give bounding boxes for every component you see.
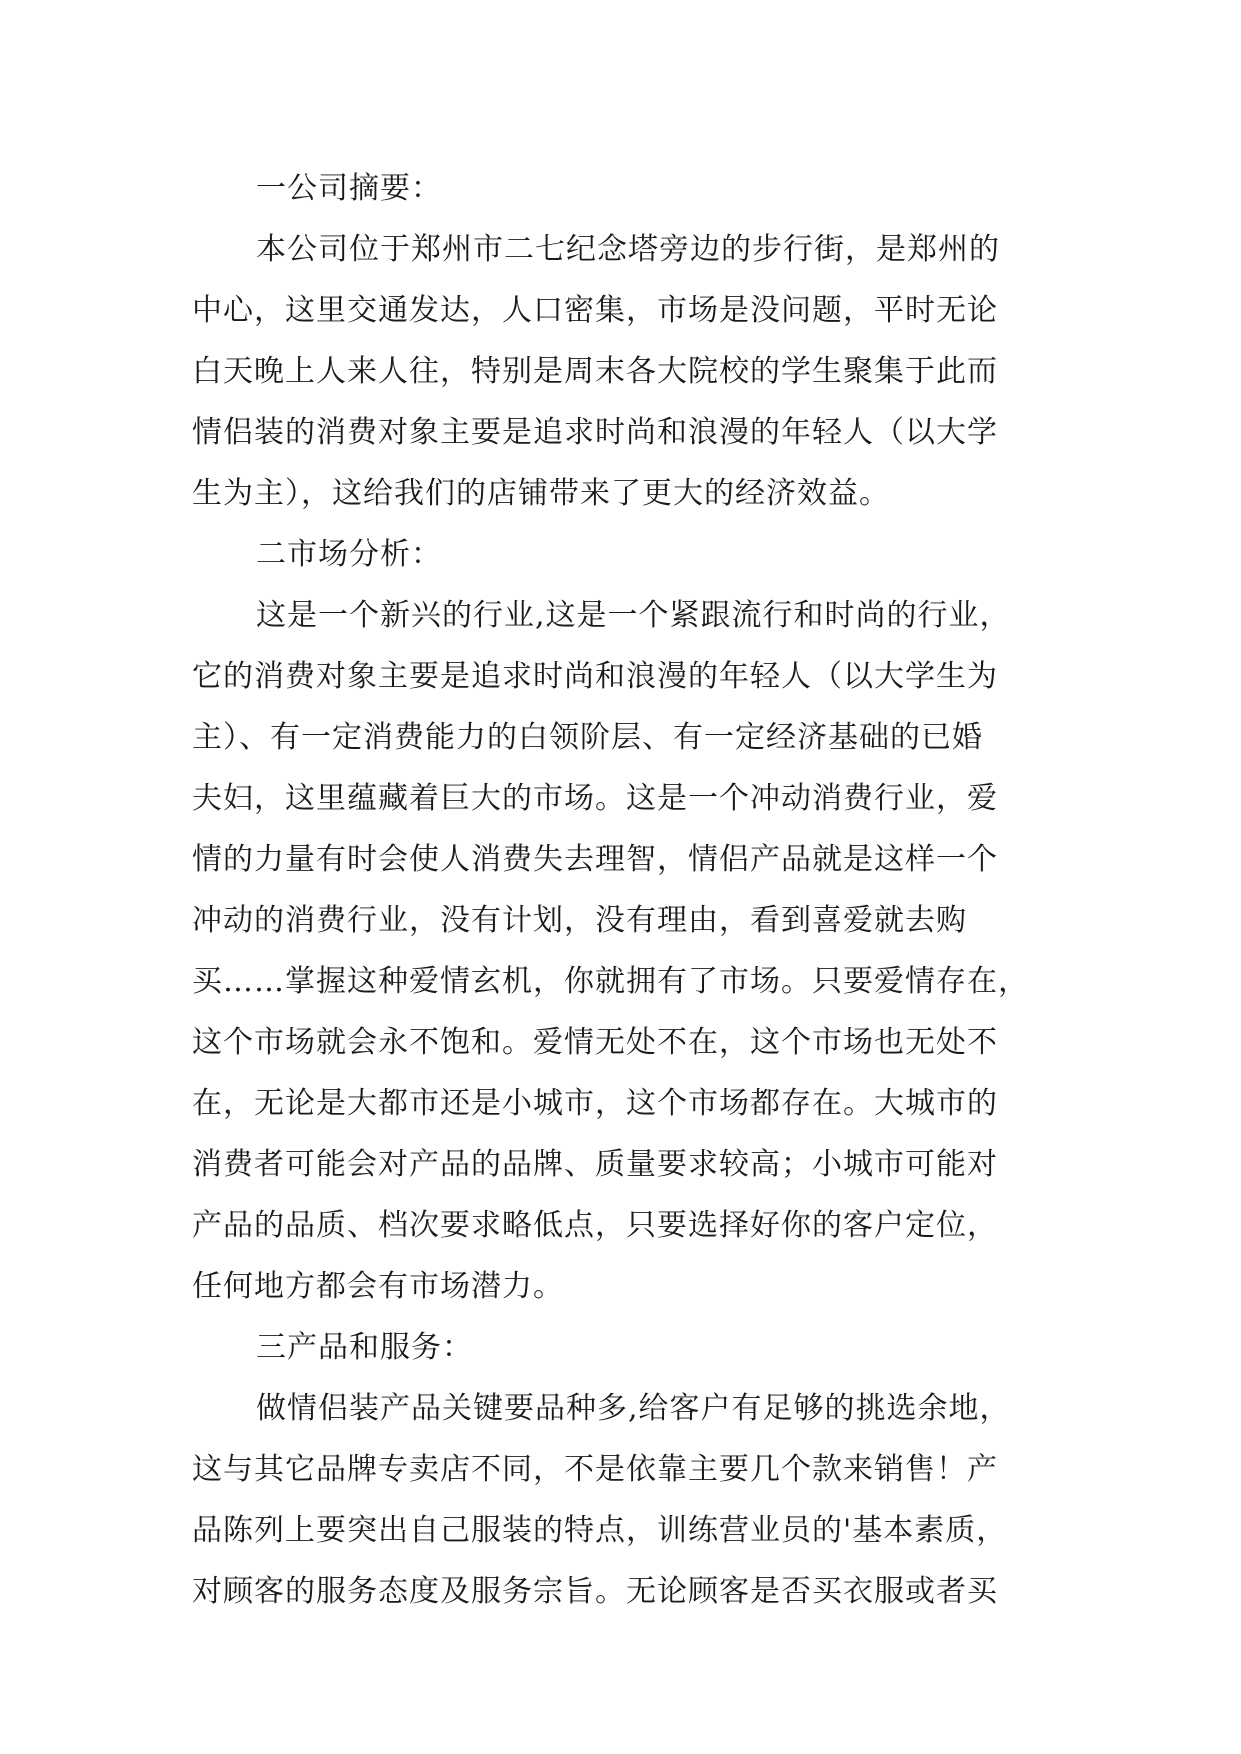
text-line: 做情侣装产品关键要品种多,给客户有足够的挑选余地， xyxy=(256,1391,1011,1426)
text-line: 情侣装的消费对象主要是追求时尚和浪漫的年轻人（以大学 xyxy=(192,415,998,450)
text-line: 它的消费对象主要是追求时尚和浪漫的年轻人（以大学生为 xyxy=(192,659,998,694)
section-heading-market-analysis: 二市场分析： xyxy=(256,537,442,572)
text-line: 主）、有一定消费能力的白领阶层、有一定经济基础的已婚 xyxy=(192,720,983,755)
text-line: 产品的品质、档次要求略低点，只要选择好你的客户定位， xyxy=(192,1208,998,1243)
text-line: 这个市场就会永不饱和。爱情无处不在，这个市场也无处不 xyxy=(192,1025,998,1060)
text-line: 白天晚上人来人往，特别是周末各大院校的学生聚集于此而 xyxy=(192,354,998,389)
document-body xyxy=(192,158,1052,1622)
paragraph-market-analysis xyxy=(192,585,1052,1317)
text-line: 这是一个新兴的行业,这是一个紧跟流行和时尚的行业， xyxy=(256,598,1011,633)
text-line: 对顾客的服务态度及服务宗旨。无论顾客是否买衣服或者买 xyxy=(192,1574,998,1609)
text-line: 冲动的消费行业，没有计划，没有理由，看到喜爱就去购 xyxy=(192,903,967,938)
text-line: 这与其它品牌专卖店不同，不是依靠主要几个款来销售！产 xyxy=(192,1452,998,1487)
section-heading-products-services: 三产品和服务： xyxy=(256,1330,473,1365)
text-line: 消费者可能会对产品的品牌、质量要求较高；小城市可能对 xyxy=(192,1147,998,1182)
paragraph-products-services xyxy=(192,1378,1052,1622)
text-line: 买……掌握这种爱情玄机，你就拥有了市场。只要爱情存在， xyxy=(192,964,1029,999)
text-line: 情的力量有时会使人消费失去理智，情侣产品就是这样一个 xyxy=(192,842,998,877)
text-line: 夫妇，这里蕴藏着巨大的市场。这是一个冲动消费行业，爱 xyxy=(192,781,998,816)
text-line: 在，无论是大都市还是小城市，这个市场都存在。大城市的 xyxy=(192,1086,998,1121)
text-line: 本公司位于郑州市二七纪念塔旁边的步行街，是郑州的 xyxy=(256,232,1000,267)
paragraph-company-summary xyxy=(192,219,1052,524)
text-line: 任何地方都会有市场潜力。 xyxy=(192,1269,564,1304)
text-line: 中心，这里交通发达，人口密集，市场是没问题，平时无论 xyxy=(192,293,998,328)
section-heading-company-summary: 一公司摘要： xyxy=(256,171,442,206)
text-line: 生为主），这给我们的店铺带来了更大的经济效益。 xyxy=(192,476,890,511)
text-line: 品陈列上要突出自己服装的特点，训练营业员的'基本素质， xyxy=(192,1513,1008,1548)
